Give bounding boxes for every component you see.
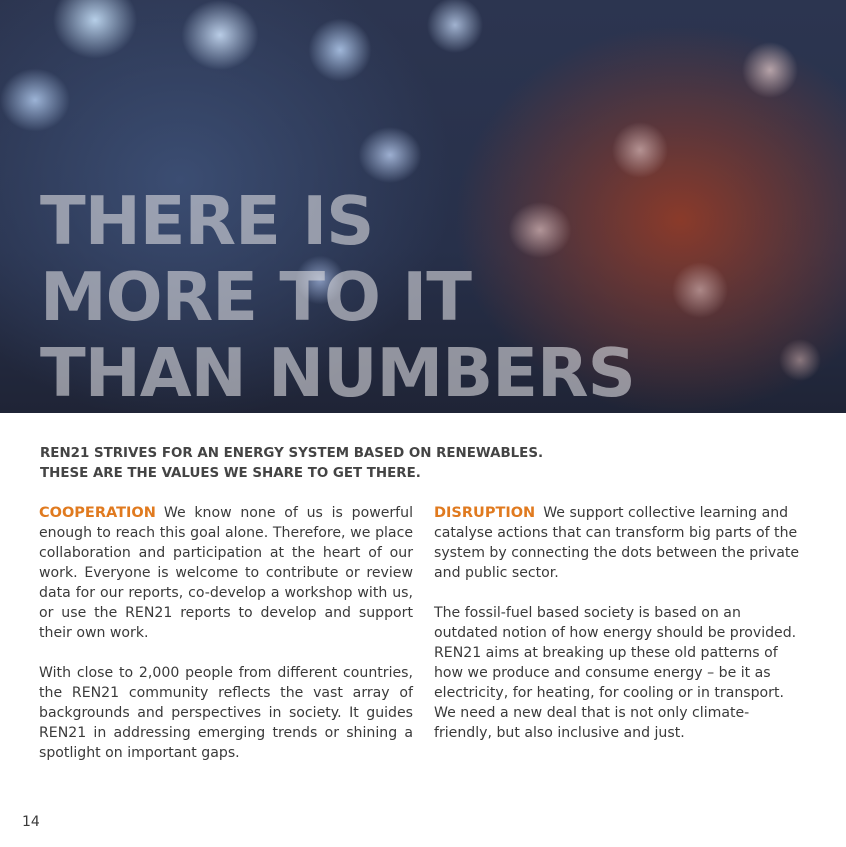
- right-column: [434, 503, 806, 763]
- hero-photo: [0, 0, 846, 413]
- paragraph: [39, 503, 413, 643]
- paragraph: [434, 503, 806, 583]
- page-title: [40, 183, 635, 411]
- left-column: [39, 503, 413, 783]
- paragraph: With close to 2,000 people from different countries, the REN21 community reflects the vast array of backgrounds and perspectives in society. It guides REN21 in addressing emerging trends or shining a spotlight on important gaps.: [39, 665, 413, 761]
- title-line: THAN NUMBERS: [40, 334, 635, 412]
- paragraph-text: We know none of us is powerful enough to reach this goal alone. Therefore, we place collaboration and participation at the heart of our work. Everyone is welcome to contribute or review data for our reports, co-develop a workshop with us, or use the REN21 reports to develop and support their own work.: [39, 505, 413, 641]
- intro-line: REN21 STRIVES FOR AN ENERGY SYSTEM BASED ON RENEWABLES.: [40, 446, 544, 461]
- page-number: 14: [22, 814, 40, 830]
- keyword-cooperation: COOPERATION: [39, 505, 156, 521]
- paragraph: The fossil-fuel based society is based on an outdated notion of how energy should be provided. REN21 aims at breaking up these old patterns of how we produce and consume energy – be it as electricity, for heating, for cooling or in transport. We need a new deal that is not only climate-friendly, but also inclusive and just.: [434, 605, 797, 741]
- title-line: MORE TO IT: [40, 258, 471, 336]
- intro-line: THESE ARE THE VALUES WE SHARE TO GET THERE.: [40, 466, 421, 481]
- intro-heading: [40, 444, 640, 484]
- keyword-disruption: DISRUPTION: [434, 505, 536, 521]
- paragraph-text: We support collective learning and catalyse actions that can transform big parts of the system by connecting the dots between the private and public sector.: [434, 505, 800, 581]
- title-line: THERE IS: [40, 182, 374, 260]
